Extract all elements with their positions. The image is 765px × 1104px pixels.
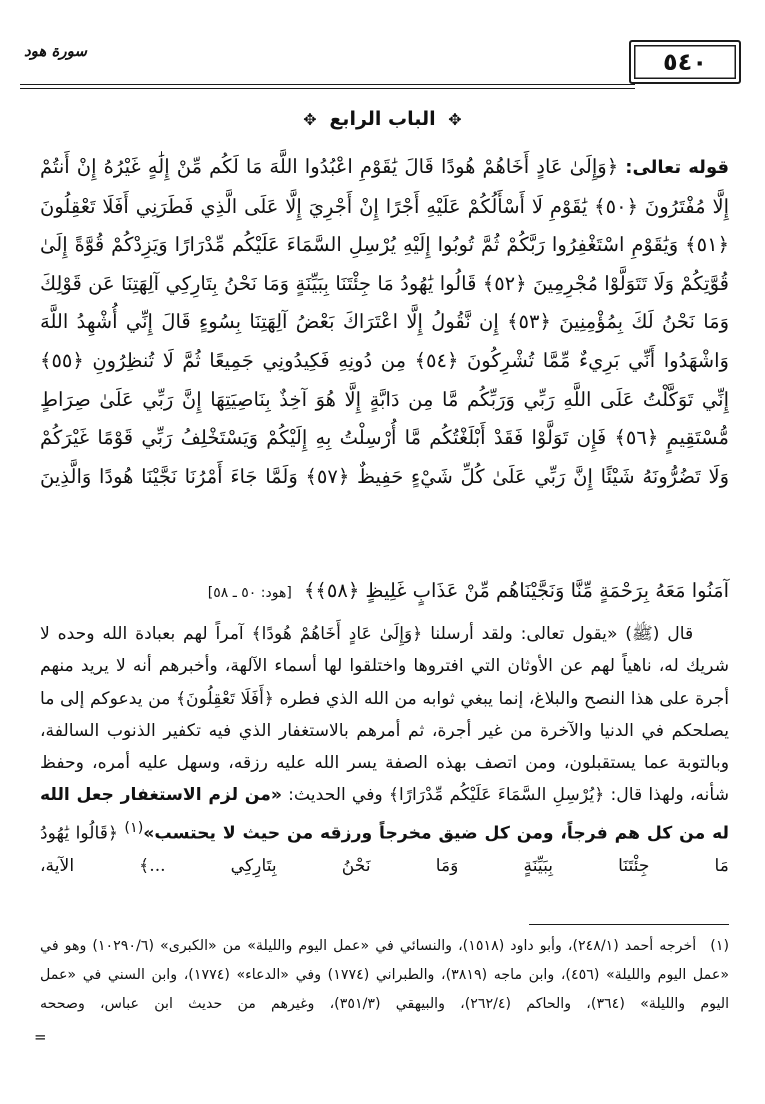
verse-intro: قوله تعالى:	[625, 157, 730, 178]
commentary-text-4: وفي الحديث:	[288, 785, 383, 806]
footnote-number: (١)	[710, 938, 729, 954]
chapter-title-text: الباب الرابع	[329, 108, 436, 130]
commentary-text-5: الآية،	[40, 855, 75, 876]
chapter-title	[0, 108, 765, 130]
quote-2: ﴿أَفَلَا تَعْقِلُونَ﴾	[175, 688, 274, 709]
footnotes	[40, 932, 729, 1019]
verse-text: ﴿وَإِلَىٰ عَادٍ أَخَاهُمْ هُودًا قَالَ يَٰقَوْمِ اعْبُدُوا اللَّهَ مَا لَكُم مِّنْ إِلَٰهٍ غَيْرُهُ إِنْ أَنتُمْ إِلَّا مُفْتَرُونَ ﴿٥٠﴾ يَٰقَوْمِ لَا أَسْأَلُكُمْ عَلَيْهِ أَجْرًا إِنْ أَجْرِيَ إِلَّا عَلَى الَّذِي فَطَرَنِي أَفَلَا تَعْقِلُونَ ﴿٥١﴾ وَيَٰقَوْمِ اسْتَغْفِرُوا رَبَّكُمْ ثُمَّ تُوبُوا إِلَيْهِ يُرْسِلِ السَّمَاءَ عَلَيْكُم مِّدْرَارًا وَيَزِدْكُمْ قُوَّةً إِلَىٰ قُوَّتِكُمْ وَلَا تَتَوَلَّوْا مُجْرِمِينَ ﴿٥٢﴾ قَالُوا يَٰهُودُ مَا جِئْتَنَا بِبَيِّنَةٍ وَمَا نَحْنُ بِتَارِكِي آلِهَتِنَا عَن قَوْلِكَ وَمَا نَحْنُ لَكَ بِمُؤْمِنِينَ ﴿٥٣﴾ إِن نَّقُولُ إِلَّا اعْتَرَاكَ بَعْضُ آلِهَتِنَا بِسُوءٍ قَالَ إِنِّي أُشْهِدُ اللَّهَ وَاشْهَدُوا أَنِّي بَرِيءٌ مِّمَّا تُشْرِكُونَ ﴿٥٤﴾ مِن دُونِهِ فَكِيدُونِي جَمِيعًا ثُمَّ لَا تُنظِرُونِ ﴿٥٥﴾ إِنِّي تَوَكَّلْتُ عَلَى اللَّهِ رَبِّي وَرَبِّكُم مَّا مِن دَابَّةٍ إِلَّا هُوَ آخِذٌ بِنَاصِيَتِهَا إِنَّ رَبِّي عَلَىٰ صِرَاطٍ مُّسْتَقِيمٍ ﴿٥٦﴾ فَإِن تَوَلَّوْا فَقَدْ أَبْلَغْتُكُم مَّا أُرْسِلْتُ بِهِ إِلَيْكُمْ وَيَسْتَخْلِفُ رَبِّي قَوْمًا غَيْرَكُمْ وَلَا تَضُرُّونَهُ شَيْئًا إِنَّ رَبِّي عَلَىٰ كُلِّ شَيْءٍ حَفِيظٌ ﴿٥٧﴾ وَلَمَّا جَاءَ أَمْرُنَا نَجَّيْنَا هُودًا وَالَّذِينَ	[40, 155, 730, 488]
commentary-paragraph	[40, 618, 729, 882]
ornament-left-icon: ✥	[303, 110, 317, 129]
commentary-text-3: من يدعوكم إلى ما يصلحكم في الدنيا والآخرة من غير أجرة، ثم أمرهم بالاستغفار الذي فيه تكفير الذنوب السالفة، وبالتوبة عما يستقبلون، ومن اتصف بهذه الصفة يسر الله عليه رزقه، وسهل عليه أمره، وحفظ شأنه، ولهذا قال:	[40, 688, 729, 806]
footnote-marker[interactable]: (١)	[124, 819, 144, 836]
page-header	[20, 34, 747, 92]
verse-reference: [هود: ٥٠ ـ ٥٨]	[207, 585, 292, 601]
footnote-separator	[529, 924, 729, 925]
verse-text-end: آمَنُوا مَعَهُ بِرَحْمَةٍ مِّنَّا وَنَجَّيْنَاهُم مِّنْ عَذَابٍ غَلِيظٍ ﴿٥٨﴾﴾	[304, 579, 729, 602]
quote-1: ﴿وَإِلَىٰ عَادٍ أَخَاهُمْ هُودًا﴾	[251, 624, 423, 644]
header-rule	[20, 84, 635, 85]
quran-verses	[40, 148, 729, 496]
running-title: سورة هود	[24, 42, 87, 60]
ornament-right-icon: ✥	[448, 110, 462, 129]
hadith-text: «من لزم الاستغفار جعل الله له من كل هم فرجاً، ومن كل ضيق مخرجاً ورزقه من حيث لا يحتسب»	[40, 785, 729, 844]
page-number: ٥٤٠	[663, 48, 707, 76]
quote-3: ﴿يُرْسِلِ السَّمَاءَ عَلَيْكُم مِّدْرَارًا﴾	[388, 785, 605, 806]
commentary-text-1: قال (ﷺ) «يقول تعالى: ولقد أرسلنا	[430, 624, 694, 644]
continuation-mark: =	[34, 1028, 47, 1046]
quote-4: ﴿قَالُوا يَٰهُودُ مَا جِئْتَنَا بِبَيِّنَةٍ وَمَا نَحْنُ بِتَارِكِي ...﴾	[40, 823, 729, 876]
page-number-frame	[629, 40, 741, 84]
commentary-text-2: آمراً لهم بعبادة الله وحده لا شريك له، ناهياً لهم عن الأوثان التي افتروها واختلقوا لها أسماء الآلهة، وأخبرهم أنه لا يريد منهم أجرة على هذا النصح والبلاغ، إنما يبغي ثوابه من الله الذي فطره	[40, 624, 729, 709]
header-rule-secondary	[20, 88, 635, 89]
footnote-text: أخرجه أحمد (٢٤٨/١)، وأبو داود (١٥١٨)، والنسائي في «عمل اليوم والليلة» من «الكبرى» (١٠٢٩٠/٦) وهو في «عمل اليوم والليلة» (٤٥٦)، وابن ماجه (٣٨١٩)، والطبراني (١٧٧٤) وفي «الدعاء» (١٧٧٤)، وابن السني في «عمل اليوم والليلة» (٣٦٤)، والحاكم (٢٦٢/٤)، والبيهقي (٣٥١/٣)، وغيرهم من حديث ابن عباس، وصححه	[40, 938, 730, 1012]
quran-verses-last-line	[40, 572, 729, 612]
